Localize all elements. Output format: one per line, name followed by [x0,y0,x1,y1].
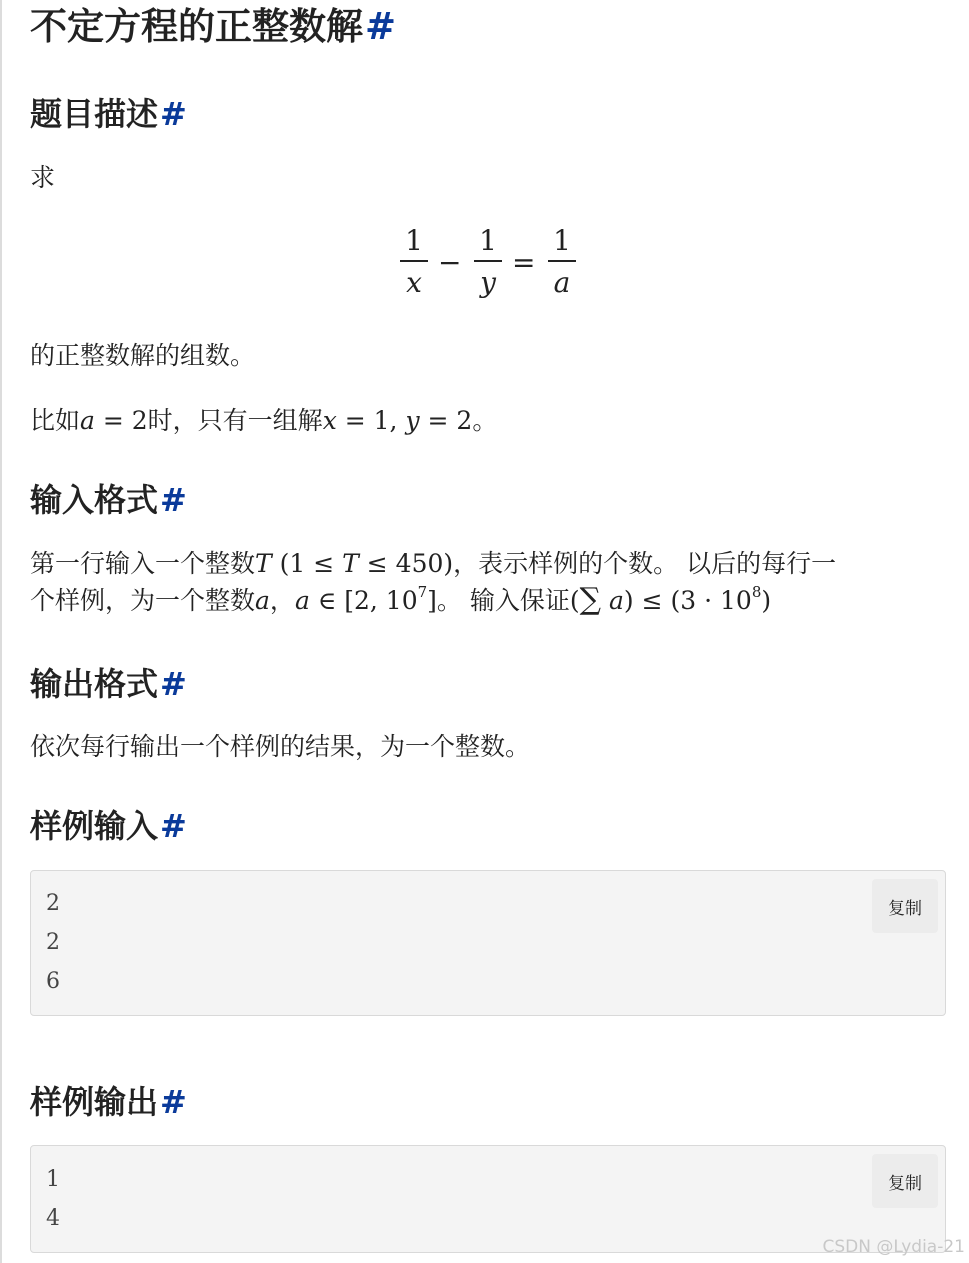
sample-output-anchor-link[interactable]: # [160,1083,187,1121]
desc-line: 的正整数解的组数。 [30,341,256,370]
sample-output-code-block[interactable] [30,1145,946,1253]
copy-button[interactable]: 复制 [872,1154,938,1208]
output-description: 依次每行输出一个样例的结果，为一个整数。 [30,732,531,761]
left-border [0,0,2,1263]
fraction-1-over-y: 1 y [474,222,502,302]
code-line: 2 [46,930,60,955]
watermark: CSDN @Lydia-21 [822,1237,965,1257]
code-line: 6 [46,969,60,994]
output-anchor-link[interactable]: # [160,665,187,703]
equals-sign: = [512,246,536,279]
input-description: 第一行输入一个整数T (1 ≤ T ≤ 450)，表示样例的个数。 以后的每行一 个样例，为一个整数a，a ∈ [2, $10^7$]。 输入保证(∑ $a) \le (3 \cdot 10^8)$ [30,549,837,617]
sample-input-code-block[interactable] [30,870,946,1016]
input-anchor-link[interactable]: # [160,481,187,519]
description-anchor-link[interactable]: # [160,95,187,133]
code-line: 4 [46,1206,60,1231]
desc-qiu: 求 [30,163,56,192]
page-title: 不定方程的正整数解# [30,5,397,48]
fraction-1-over-a: 1 a [548,222,576,302]
heading-description: 题目描述# [30,95,187,133]
sample-input-anchor-link[interactable]: # [160,807,187,845]
minus-sign: − [438,246,462,279]
desc-example: 比如a = 2时，只有一组解x = 1, y = 2。 [30,406,498,435]
copy-button[interactable]: 复制 [872,879,938,933]
heading-sample-input: 样例输入# [30,807,187,845]
title-anchor-link[interactable]: # [365,5,397,48]
fraction-1-over-x: 1 x [400,222,428,302]
heading-input-format: 输入格式# [30,481,187,519]
heading-output-format: 输出格式# [30,665,187,703]
code-line: 2 [46,891,60,916]
code-line: 1 [46,1167,60,1192]
heading-sample-output: 样例输出# [30,1083,187,1121]
